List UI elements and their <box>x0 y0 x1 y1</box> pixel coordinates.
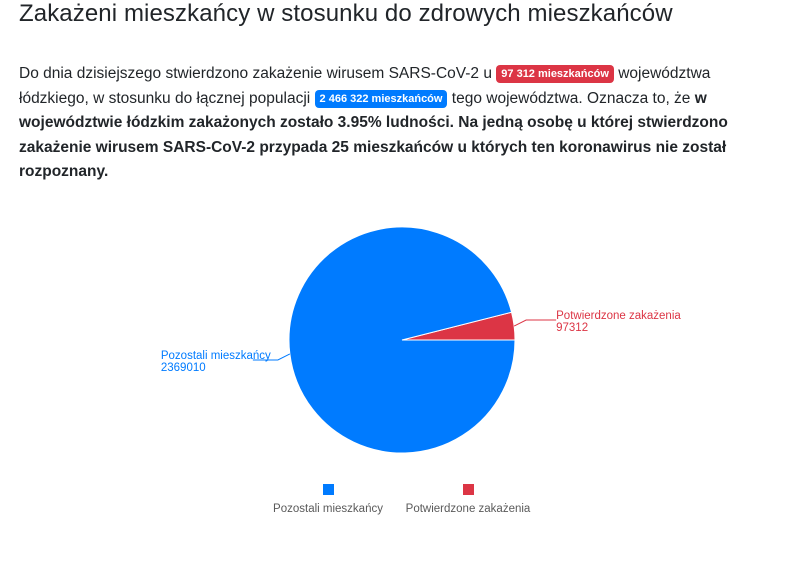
summary-bold-text: w województwie łódzkim zakażonych zostało 3.95% ludności. Na jedną osobę u której stwierdzono zakażenie wirusem SARS-CoV-2 przypada 25 mieszkańców u których ten koronawirus nie został rozpoznany. <box>19 89 728 180</box>
legend-swatch-infected <box>463 484 474 495</box>
summary-text-2: województwa łódzkiego, w stosunku do łącznej populacji <box>19 65 711 107</box>
population-badge: 2 466 322 mieszkańców <box>315 90 448 108</box>
slice-value-infected: 97312 <box>556 322 589 335</box>
page-title: Zakażeni mieszkańcy w stosunku do zdrowych mieszkańców <box>19 0 673 27</box>
leader-line-infected <box>514 320 556 326</box>
legend-swatch-healthy <box>323 484 334 495</box>
pie-slices <box>289 227 515 453</box>
slice-label-healthy: Pozostali mieszkańcy <box>160 349 271 362</box>
infected-count-badge: 97 312 mieszkańców <box>496 65 614 83</box>
summary-text-3: tego województwa. Oznacza to, że <box>447 89 695 107</box>
summary-text-1: Do dnia dzisiejszego stwierdzono zakażenie wirusem SARS-CoV-2 u <box>19 65 497 82</box>
legend-label-healthy: Pozostali mieszkańcy <box>273 503 383 515</box>
slice-label-infected: Potwierdzone zakażenia <box>556 310 681 323</box>
chart-legend <box>0 484 797 524</box>
slice-value-healthy: 2369010 <box>160 361 206 374</box>
legend-item-infected[interactable] <box>398 484 538 515</box>
legend-item-healthy[interactable] <box>258 484 398 515</box>
legend-label-infected: Potwierdzone zakażenia <box>405 503 531 515</box>
pie-slice-healthy[interactable] <box>289 227 515 453</box>
